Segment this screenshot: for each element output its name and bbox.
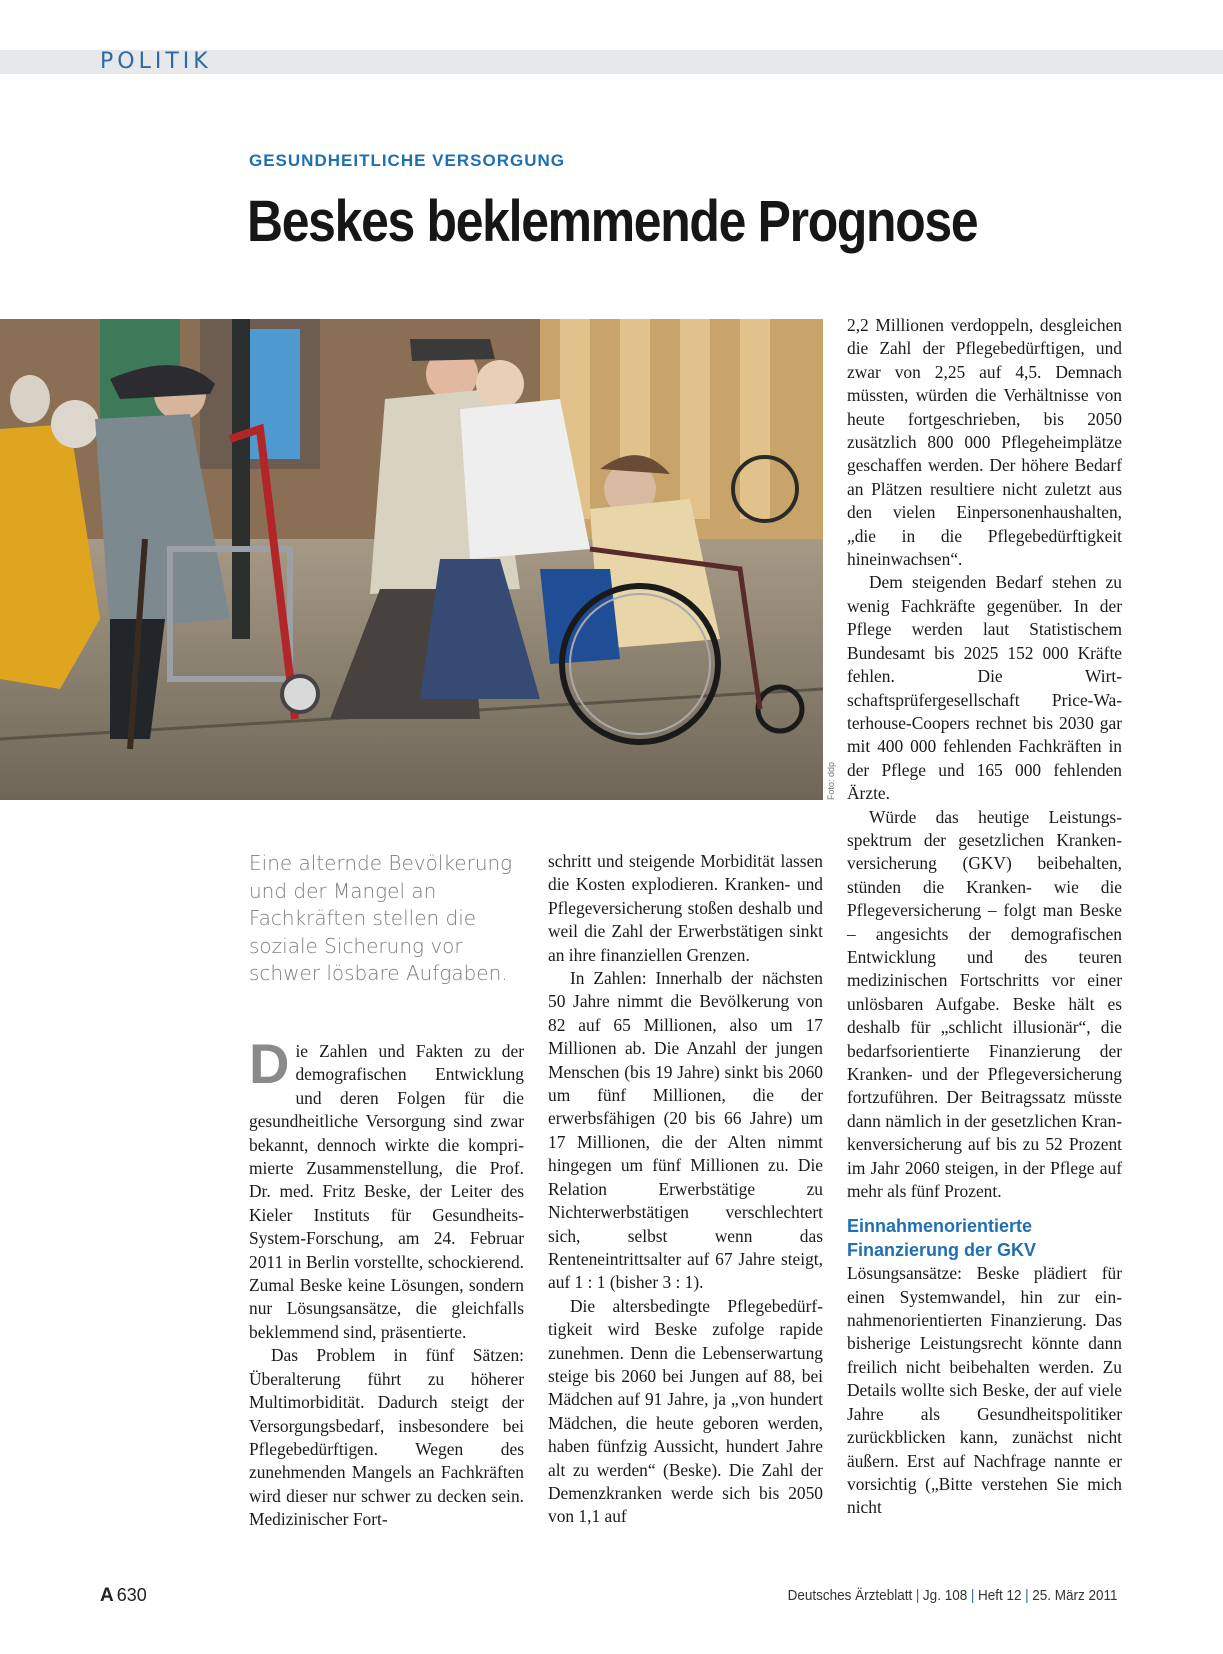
article-kicker: GESUNDHEITLICHE VERSORGUNG [249,151,565,170]
paragraph-text: ie Zahlen und Fakten zu der demografischen Entwicklung und deren Folgen für die gesundheitliche Versorgung sind zwar bekannt, dennoch wirkte die komprimierte Zusammenstellung, die Prof. Dr. med. Fritz Beske, der Leiter des Kieler Instituts für Gesundheits-System-Forschung, am 24. Februar 2011 in Berlin vorstellte, schockierend. Zumal Beske keine Lösungen, sondern nur Lösungsansätze, die gleichfalls beklemmend sind, präsentierte. [249,1041,524,1342]
journal-name: Deutsches Ärzteblatt [787,1587,912,1604]
journal-date: 25. März 2011 [1031,1587,1117,1604]
page-prefix: A [100,1585,114,1606]
paragraph: Lösungsansätze: Beske plädiert für einen Systemwandel, hin zur einnahmenorientierten Finanzierung. Das bisherige Leistungsrecht könnte dann freilich nicht beibehalten werden. Zu Details wollte sich Beske, der auf viele Jahre als Gesundheitspolitiker zurückblicken kann, zunächst nicht äußern. Erst auf Nachfrage nannte er vorsichtig („Bitte verstehen Sie mich nicht [847,1263,1122,1518]
separator: | [915,1587,919,1604]
paragraph [249,1032,524,1344]
journal-info [787,1587,1117,1604]
subheading: Einnahmenorientierte Finanzierung der GKV [847,1216,1037,1260]
paragraph: In Zahlen: Innerhalb der nächsten 50 Jahre nimmt die Bevölkerung von 82 auf 65 Millionen, also um 17 Millionen ab. Die Anzahl der jungen Menschen (bis 19 Jahre) sinkt bis 2060 um fünf Millionen, die der erwerbsfähigen (20 bis 66 Jahre) um 17 Millionen, die der Alten nimmt hingegen um fünf Millionen zu. Die Relation Erwerbstätige zu Nichterwerbstätigen verschlechtert sich, selbst wenn das Renteneintrittsalter auf 67 Jahre steigt, auf 1 : 1 (bisher 3 : 1). [548,968,823,1293]
journal-volume: Jg. 108 [922,1587,967,1604]
paragraph: Die altersbedingte Pflegebedürftigkeit wird Beske zufolge rapide zunehmen. Denn die Lebenserwartung steige bis 2060 bei Jungen auf 88, bei Mädchen auf 91 Jahre, ja „von hundert Mädchen, die heute geboren werden, haben fünfzig Aussicht, hundert Jahre alt zu werden“ (Beske). Die Zahl der Demenzkranken werde sich bis 2050 von 1,1 auf [548,1295,823,1527]
article-lead: Eine alternde Bevölkerung und der Mangel an Fachkräften stellen die soziale Sicherung vor schwer lösbare Aufgaben. [249,851,513,985]
article-photo [0,319,823,800]
paragraph: Dem steigenden Bedarf stehen zu wenig Fachkräfte gegenüber. In der Pflege werden laut Statistischem Bundesamt bis 2025 152 000 Kräfte fehlen. Die Wirtschaftsprüfergesellschaft Price-Waterhouse-Coopers rechnet bis 2030 gar mit 400 000 fehlenden Fachkräften in der Pflege und 165 000 fehlenden Ärzte. [847,572,1122,804]
drop-cap: D [249,1032,290,1095]
paragraph: schritt und steigende Morbidität lassen die Kosten explodieren. Kranken- und Pflegeversicherung stoßen deshalb und weil die Zahl der Erwerbstätigen sinkt an ihre finanziellen Grenzen. [548,851,823,965]
street-scene-illustration [0,319,823,800]
paragraph: 2,2 Millionen verdoppeln, desgleichen die Zahl der Pflegebedürftigen, und zwar von 2,25 auf 4,5. Demnach müssten, würden die Verhältnisse von heute fortgeschrieben, bis 2050 zusätzlich 800 000 Pflegeheimplätze geschaffen werden. Der höhere Bedarf an Plätzen resultiere nicht zuletzt aus den vielen Einpersonenhaushalten, „die in die Pflegebedürftigkeit hineinwachsen“. [847,315,1122,570]
text-column-2 [548,850,823,1529]
text-column-1 [249,1032,524,1532]
page-number-value: 630 [116,1585,147,1605]
journal-issue: Heft 12 [977,1587,1021,1604]
photo-credit: Foto: ddp [826,761,836,800]
text-column-3 [847,314,1122,1520]
separator: | [1024,1587,1029,1604]
paragraph: Das Problem in fünf Sätzen: Überalterung führt zu höherer Multimorbidität. Dadurch steigt der Versorgungsbedarf, insbesondere bei Pflegebedürftigen. Wegen des zunehmenden Mangels an Fachkräften wird dieser nur schwer zu decken sein. Medizinischer Fort- [249,1345,524,1530]
article-headline: Beskes beklemmende Prognose [247,189,978,254]
section-label: POLITIK [100,49,212,74]
page-number [100,1585,147,1607]
separator: | [970,1587,974,1604]
paragraph: Würde das heutige Leistungsspektrum der gesetzlichen Krankenversicherung (GKV) beibehalten, stünden die Kranken- wie die Pflegeversicherung – folgt man Beske – angesichts der demografischen Entwicklung und des teuren medizinischen Fortschritts vor einer unlösbaren Aufgabe. Beske hält es deshalb für „schlicht illusionär“, die bedarfsorientierte Finanzierung der Kranken- und der Pflegeversicherung fortzuführen. Der Beitragssatz müsste dann nämlich in der gesetzlichen Krankenversicherung auf bis zu 52 Prozent im Jahr 2060 steigen, in der Pflege auf mehr als fünf Prozent. [847,806,1122,1202]
